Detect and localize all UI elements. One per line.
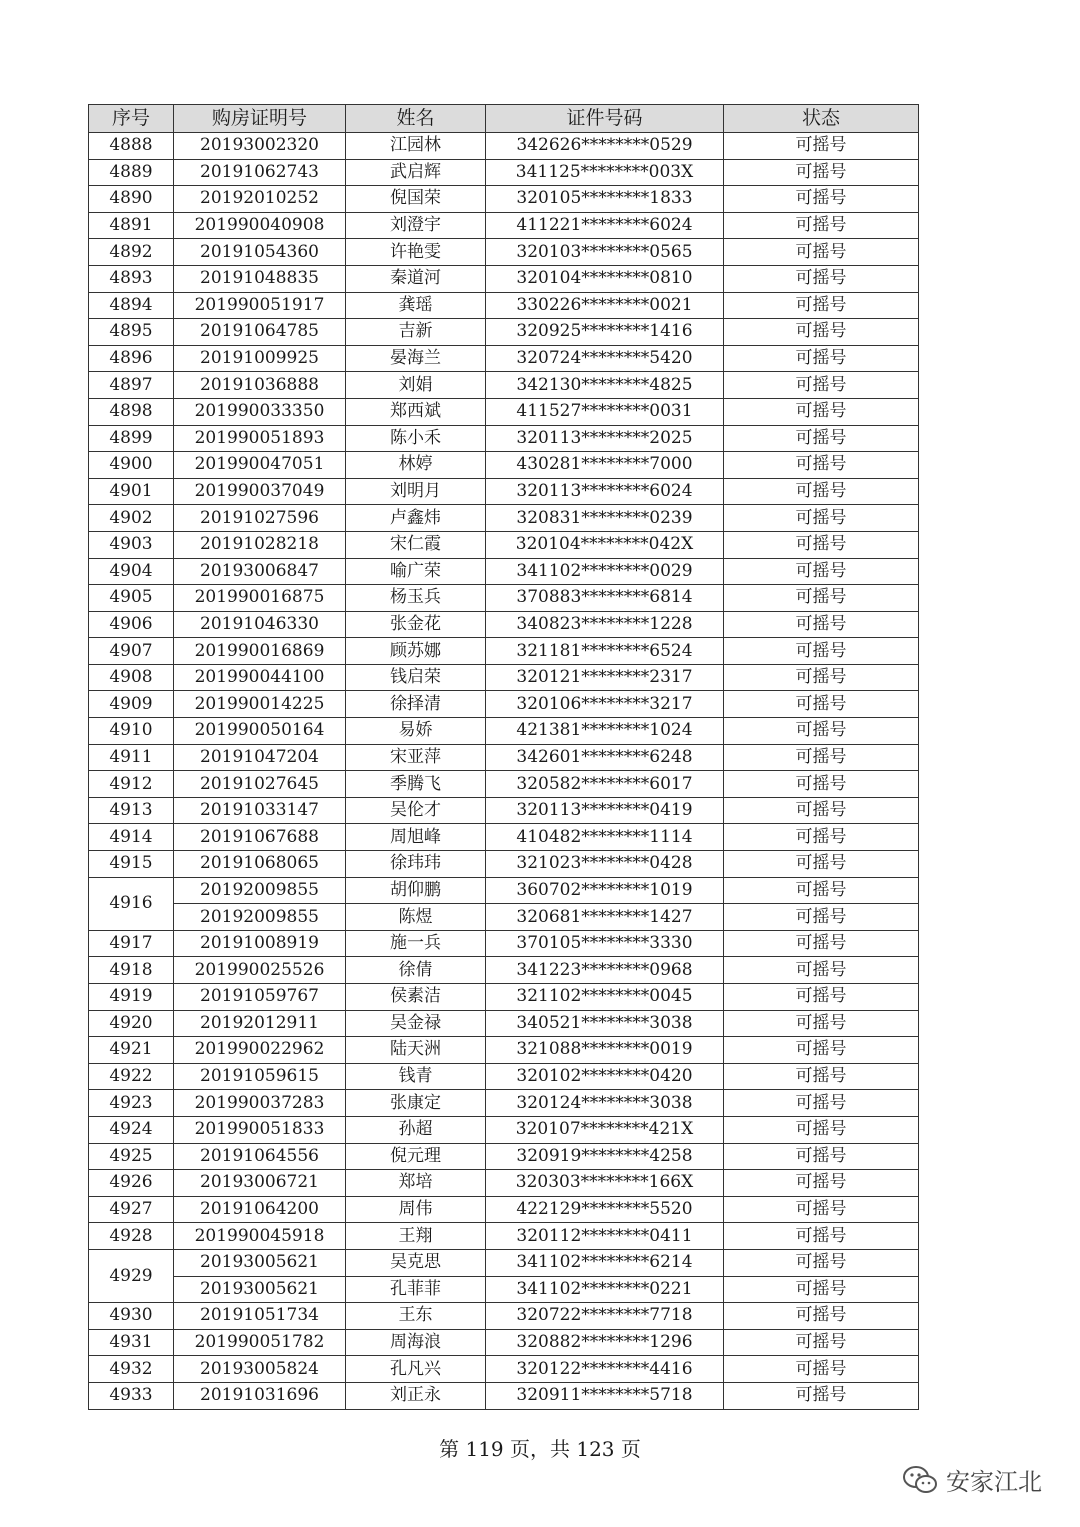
- cell-seq: 4889: [89, 159, 174, 186]
- cell-id-number: 320113********2025: [486, 425, 724, 452]
- cell-seq: 4916: [89, 877, 174, 930]
- cell-seq: 4922: [89, 1063, 174, 1090]
- cell-seq: 4920: [89, 1010, 174, 1037]
- cell-id-number: 320107********421X: [486, 1116, 724, 1143]
- cell-status: 可摇号: [724, 611, 919, 638]
- table-row: [89, 664, 919, 691]
- cell-id-number: 320303********166X: [486, 1170, 724, 1197]
- cell-name: 吴伦才: [346, 797, 486, 824]
- cell-id-number: 330226********0021: [486, 292, 724, 319]
- cell-id-number: 320882********1296: [486, 1329, 724, 1356]
- cell-name: 周海浪: [346, 1329, 486, 1356]
- cell-cert-number: 201990037283: [174, 1090, 346, 1117]
- cell-status: 可摇号: [724, 638, 919, 665]
- cell-status: 可摇号: [724, 1170, 919, 1197]
- cell-cert-number: 20191051734: [174, 1303, 346, 1330]
- cell-seq: 4902: [89, 505, 174, 532]
- table-row: [89, 771, 919, 798]
- table-row: [89, 319, 919, 346]
- cell-seq: 4893: [89, 265, 174, 292]
- cell-id-number: 421381********1024: [486, 718, 724, 745]
- cell-id-number: 320102********0420: [486, 1063, 724, 1090]
- cell-cert-number: 201990022962: [174, 1037, 346, 1064]
- lottery-list-table-container: [88, 104, 918, 1410]
- cell-cert-number: 201990016869: [174, 638, 346, 665]
- cell-id-number: 320104********0810: [486, 265, 724, 292]
- cell-cert-number: 20191062743: [174, 159, 346, 186]
- cell-seq: 4903: [89, 531, 174, 558]
- cell-status: 可摇号: [724, 1223, 919, 1250]
- cell-seq: 4930: [89, 1303, 174, 1330]
- cell-id-number: 321102********0045: [486, 984, 724, 1011]
- cell-cert-number: 20191064785: [174, 319, 346, 346]
- cell-id-number: 340521********3038: [486, 1010, 724, 1037]
- table-row: [89, 345, 919, 372]
- cell-id-number: 341102********6214: [486, 1249, 724, 1276]
- cell-cert-number: 201990014225: [174, 691, 346, 718]
- cell-status: 可摇号: [724, 1143, 919, 1170]
- cell-id-number: 320724********5420: [486, 345, 724, 372]
- table-row: [89, 159, 919, 186]
- cell-status: 可摇号: [724, 265, 919, 292]
- table-row: [89, 186, 919, 213]
- table-row: [89, 1276, 919, 1303]
- watermark: [902, 1462, 1042, 1497]
- cell-id-number: 320113********0419: [486, 797, 724, 824]
- table-row: [89, 478, 919, 505]
- cell-id-number: 320104********042X: [486, 531, 724, 558]
- cell-id-number: 320124********3038: [486, 1090, 724, 1117]
- table-row: [89, 851, 919, 878]
- cell-seq: 4891: [89, 212, 174, 239]
- cell-id-number: 320582********6017: [486, 771, 724, 798]
- cell-status: 可摇号: [724, 1196, 919, 1223]
- cell-status: 可摇号: [724, 425, 919, 452]
- table-header-row: [89, 105, 919, 133]
- cell-name: 秦道河: [346, 265, 486, 292]
- table-row: [89, 239, 919, 266]
- table-row: [89, 611, 919, 638]
- cell-name: 陆天洲: [346, 1037, 486, 1064]
- cell-status: 可摇号: [724, 292, 919, 319]
- cell-id-number: 430281********7000: [486, 452, 724, 479]
- cell-name: 张康定: [346, 1090, 486, 1117]
- cell-status: 可摇号: [724, 1249, 919, 1276]
- table-row: [89, 133, 919, 160]
- table-row: [89, 1037, 919, 1064]
- cell-seq: 4907: [89, 638, 174, 665]
- cell-cert-number: 201990044100: [174, 664, 346, 691]
- cell-id-number: 321181********6524: [486, 638, 724, 665]
- cell-cert-number: 201990025526: [174, 957, 346, 984]
- table-row: [89, 1116, 919, 1143]
- cell-name: 陈小禾: [346, 425, 486, 452]
- cell-cert-number: 20191027645: [174, 771, 346, 798]
- cell-cert-number: 201990033350: [174, 398, 346, 425]
- cell-id-number: 320681********1427: [486, 904, 724, 931]
- cell-seq: 4928: [89, 1223, 174, 1250]
- table-row: [89, 744, 919, 771]
- cell-name: 宋亚萍: [346, 744, 486, 771]
- cell-seq: 4911: [89, 744, 174, 771]
- cell-id-number: 320122********4416: [486, 1356, 724, 1383]
- cell-seq: 4906: [89, 611, 174, 638]
- cell-cert-number: 201990051917: [174, 292, 346, 319]
- cell-name: 季腾飞: [346, 771, 486, 798]
- cell-seq: 4932: [89, 1356, 174, 1383]
- cell-name: 徐玮玮: [346, 851, 486, 878]
- table-row: [89, 957, 919, 984]
- cell-name: 刘正永: [346, 1382, 486, 1409]
- cell-seq: 4925: [89, 1143, 174, 1170]
- cell-name: 喻广荣: [346, 558, 486, 585]
- cell-cert-number: 20193006847: [174, 558, 346, 585]
- cell-cert-number: 20192009855: [174, 877, 346, 904]
- watermark-text: 安家江北: [946, 1468, 1042, 1496]
- cell-seq: 4905: [89, 585, 174, 612]
- lottery-list-table: [88, 104, 919, 1410]
- table-row: [89, 824, 919, 851]
- table-row: [89, 1170, 919, 1197]
- cell-cert-number: 201990040908: [174, 212, 346, 239]
- cell-id-number: 342626********0529: [486, 133, 724, 160]
- cell-status: 可摇号: [724, 212, 919, 239]
- cell-status: 可摇号: [724, 930, 919, 957]
- cell-name: 顾苏娜: [346, 638, 486, 665]
- cell-status: 可摇号: [724, 957, 919, 984]
- cell-cert-number: 20191009925: [174, 345, 346, 372]
- cell-id-number: 320911********5718: [486, 1382, 724, 1409]
- cell-name: 吴克思: [346, 1249, 486, 1276]
- cell-cert-number: 20191031696: [174, 1382, 346, 1409]
- cell-status: 可摇号: [724, 531, 919, 558]
- cell-status: 可摇号: [724, 664, 919, 691]
- table-row: [89, 531, 919, 558]
- table-row: [89, 877, 919, 904]
- table-row: [89, 691, 919, 718]
- cell-status: 可摇号: [724, 1090, 919, 1117]
- cell-seq: 4921: [89, 1037, 174, 1064]
- cell-id-number: 341223********0968: [486, 957, 724, 984]
- cell-seq: 4904: [89, 558, 174, 585]
- header-cert-number: 购房证明号: [174, 105, 346, 133]
- table-row: [89, 1356, 919, 1383]
- cell-id-number: 341102********0029: [486, 558, 724, 585]
- table-row: [89, 292, 919, 319]
- cell-status: 可摇号: [724, 186, 919, 213]
- table-row: [89, 638, 919, 665]
- cell-seq: 4890: [89, 186, 174, 213]
- cell-cert-number: 20191033147: [174, 797, 346, 824]
- cell-name: 郑西斌: [346, 398, 486, 425]
- table-row: [89, 585, 919, 612]
- cell-status: 可摇号: [724, 239, 919, 266]
- cell-id-number: 320722********7718: [486, 1303, 724, 1330]
- cell-name: 周旭峰: [346, 824, 486, 851]
- cell-cert-number: 20193006721: [174, 1170, 346, 1197]
- cell-seq: 4900: [89, 452, 174, 479]
- cell-cert-number: 20191059615: [174, 1063, 346, 1090]
- cell-status: 可摇号: [724, 824, 919, 851]
- cell-name: 卢鑫炜: [346, 505, 486, 532]
- cell-name: 易娇: [346, 718, 486, 745]
- cell-cert-number: 20193005824: [174, 1356, 346, 1383]
- table-row: [89, 212, 919, 239]
- cell-seq: 4931: [89, 1329, 174, 1356]
- cell-seq: 4927: [89, 1196, 174, 1223]
- table-row: [89, 1090, 919, 1117]
- cell-status: 可摇号: [724, 691, 919, 718]
- table-row: [89, 1143, 919, 1170]
- page-number: 第 119 页，共 123 页: [439, 1437, 641, 1461]
- cell-status: 可摇号: [724, 478, 919, 505]
- cell-cert-number: 20191054360: [174, 239, 346, 266]
- cell-cert-number: 201990051833: [174, 1116, 346, 1143]
- table-row: [89, 505, 919, 532]
- cell-cert-number: 20191046330: [174, 611, 346, 638]
- cell-cert-number: 20191008919: [174, 930, 346, 957]
- table-row: [89, 372, 919, 399]
- cell-cert-number: 20192009855: [174, 904, 346, 931]
- cell-id-number: 321088********0019: [486, 1037, 724, 1064]
- cell-status: 可摇号: [724, 133, 919, 160]
- cell-seq: 4924: [89, 1116, 174, 1143]
- cell-status: 可摇号: [724, 1382, 919, 1409]
- cell-seq: 4929: [89, 1249, 174, 1302]
- table-row: [89, 1063, 919, 1090]
- cell-cert-number: 20191048835: [174, 265, 346, 292]
- cell-seq: 4933: [89, 1382, 174, 1409]
- cell-status: 可摇号: [724, 452, 919, 479]
- cell-status: 可摇号: [724, 1329, 919, 1356]
- cell-cert-number: 201990016875: [174, 585, 346, 612]
- table-row: [89, 984, 919, 1011]
- cell-name: 胡仰鹏: [346, 877, 486, 904]
- cell-seq: 4913: [89, 797, 174, 824]
- cell-name: 郑培: [346, 1170, 486, 1197]
- cell-status: 可摇号: [724, 1356, 919, 1383]
- cell-name: 孔菲菲: [346, 1276, 486, 1303]
- cell-id-number: 342601********6248: [486, 744, 724, 771]
- cell-name: 吉新: [346, 319, 486, 346]
- cell-cert-number: 20193005621: [174, 1249, 346, 1276]
- cell-name: 徐择清: [346, 691, 486, 718]
- cell-status: 可摇号: [724, 372, 919, 399]
- cell-id-number: 340823********1228: [486, 611, 724, 638]
- cell-status: 可摇号: [724, 771, 919, 798]
- cell-seq: 4919: [89, 984, 174, 1011]
- cell-id-number: 321023********0428: [486, 851, 724, 878]
- cell-name: 林婷: [346, 452, 486, 479]
- cell-cert-number: 20193005621: [174, 1276, 346, 1303]
- table-row: [89, 904, 919, 931]
- cell-name: 徐倩: [346, 957, 486, 984]
- table-row: [89, 1010, 919, 1037]
- cell-id-number: 411527********0031: [486, 398, 724, 425]
- table-row: [89, 718, 919, 745]
- cell-name: 倪国荣: [346, 186, 486, 213]
- cell-cert-number: 20191064200: [174, 1196, 346, 1223]
- cell-cert-number: 20191067688: [174, 824, 346, 851]
- cell-name: 刘澄宇: [346, 212, 486, 239]
- cell-id-number: 320919********4258: [486, 1143, 724, 1170]
- cell-cert-number: 20191036888: [174, 372, 346, 399]
- cell-status: 可摇号: [724, 851, 919, 878]
- cell-seq: 4895: [89, 319, 174, 346]
- cell-status: 可摇号: [724, 558, 919, 585]
- cell-seq: 4898: [89, 398, 174, 425]
- cell-seq: 4892: [89, 239, 174, 266]
- cell-name: 王翔: [346, 1223, 486, 1250]
- table-row: [89, 1329, 919, 1356]
- table-row: [89, 398, 919, 425]
- cell-cert-number: 20191068065: [174, 851, 346, 878]
- cell-seq: 4917: [89, 930, 174, 957]
- cell-name: 张金花: [346, 611, 486, 638]
- cell-name: 周伟: [346, 1196, 486, 1223]
- cell-id-number: 411221********6024: [486, 212, 724, 239]
- cell-id-number: 320925********1416: [486, 319, 724, 346]
- table-row: [89, 1249, 919, 1276]
- cell-id-number: 320113********6024: [486, 478, 724, 505]
- cell-seq: 4918: [89, 957, 174, 984]
- cell-id-number: 320831********0239: [486, 505, 724, 532]
- wechat-icon: [902, 1465, 938, 1495]
- cell-status: 可摇号: [724, 319, 919, 346]
- header-name: 姓名: [346, 105, 486, 133]
- cell-name: 陈煜: [346, 904, 486, 931]
- cell-id-number: 320106********3217: [486, 691, 724, 718]
- table-row: [89, 265, 919, 292]
- cell-status: 可摇号: [724, 345, 919, 372]
- cell-id-number: 320112********0411: [486, 1223, 724, 1250]
- cell-name: 刘娟: [346, 372, 486, 399]
- table-row: [89, 1196, 919, 1223]
- cell-name: 王东: [346, 1303, 486, 1330]
- cell-id-number: 341102********0221: [486, 1276, 724, 1303]
- cell-name: 刘明月: [346, 478, 486, 505]
- cell-seq: 4910: [89, 718, 174, 745]
- cell-cert-number: 201990047051: [174, 452, 346, 479]
- cell-id-number: 320121********2317: [486, 664, 724, 691]
- cell-name: 施一兵: [346, 930, 486, 957]
- cell-seq: 4908: [89, 664, 174, 691]
- cell-status: 可摇号: [724, 744, 919, 771]
- cell-id-number: 360702********1019: [486, 877, 724, 904]
- cell-cert-number: 20191064556: [174, 1143, 346, 1170]
- cell-name: 武启辉: [346, 159, 486, 186]
- cell-id-number: 341125********003X: [486, 159, 724, 186]
- table-row: [89, 425, 919, 452]
- cell-seq: 4897: [89, 372, 174, 399]
- cell-status: 可摇号: [724, 1116, 919, 1143]
- cell-id-number: 370883********6814: [486, 585, 724, 612]
- cell-cert-number: 201990051782: [174, 1329, 346, 1356]
- cell-name: 杨玉兵: [346, 585, 486, 612]
- cell-cert-number: 201990045918: [174, 1223, 346, 1250]
- cell-id-number: 370105********3330: [486, 930, 724, 957]
- cell-name: 吴金禄: [346, 1010, 486, 1037]
- cell-name: 倪元理: [346, 1143, 486, 1170]
- table-row: [89, 930, 919, 957]
- cell-status: 可摇号: [724, 1010, 919, 1037]
- cell-name: 钱青: [346, 1063, 486, 1090]
- cell-seq: 4894: [89, 292, 174, 319]
- header-status: 状态: [724, 105, 919, 133]
- cell-cert-number: 20191027596: [174, 505, 346, 532]
- cell-id-number: 320105********1833: [486, 186, 724, 213]
- cell-status: 可摇号: [724, 1037, 919, 1064]
- cell-status: 可摇号: [724, 904, 919, 931]
- table-row: [89, 452, 919, 479]
- cell-cert-number: 20192012911: [174, 1010, 346, 1037]
- cell-id-number: 342130********4825: [486, 372, 724, 399]
- cell-seq: 4923: [89, 1090, 174, 1117]
- cell-name: 钱启荣: [346, 664, 486, 691]
- cell-cert-number: 20193002320: [174, 133, 346, 160]
- cell-status: 可摇号: [724, 1276, 919, 1303]
- cell-name: 宋仁霞: [346, 531, 486, 558]
- table-row: [89, 797, 919, 824]
- cell-status: 可摇号: [724, 877, 919, 904]
- cell-seq: 4909: [89, 691, 174, 718]
- cell-seq: 4915: [89, 851, 174, 878]
- header-id-number: 证件号码: [486, 105, 724, 133]
- cell-seq: 4899: [89, 425, 174, 452]
- table-row: [89, 1303, 919, 1330]
- cell-status: 可摇号: [724, 984, 919, 1011]
- cell-cert-number: 20191028218: [174, 531, 346, 558]
- cell-name: 龚瑶: [346, 292, 486, 319]
- cell-status: 可摇号: [724, 398, 919, 425]
- table-body: [89, 133, 919, 1410]
- cell-name: 晏海兰: [346, 345, 486, 372]
- cell-name: 许艳雯: [346, 239, 486, 266]
- cell-name: 侯素洁: [346, 984, 486, 1011]
- table-row: [89, 1382, 919, 1409]
- cell-seq: 4926: [89, 1170, 174, 1197]
- cell-seq: 4896: [89, 345, 174, 372]
- cell-seq: 4914: [89, 824, 174, 851]
- cell-seq: 4901: [89, 478, 174, 505]
- cell-name: 江园林: [346, 133, 486, 160]
- cell-status: 可摇号: [724, 797, 919, 824]
- cell-status: 可摇号: [724, 718, 919, 745]
- cell-cert-number: 20191047204: [174, 744, 346, 771]
- cell-seq: 4888: [89, 133, 174, 160]
- cell-status: 可摇号: [724, 1303, 919, 1330]
- table-row: [89, 558, 919, 585]
- cell-id-number: 410482********1114: [486, 824, 724, 851]
- cell-id-number: 320103********0565: [486, 239, 724, 266]
- cell-id-number: 422129********5520: [486, 1196, 724, 1223]
- table-row: [89, 1223, 919, 1250]
- cell-cert-number: 201990050164: [174, 718, 346, 745]
- cell-seq: 4912: [89, 771, 174, 798]
- cell-name: 孙超: [346, 1116, 486, 1143]
- cell-status: 可摇号: [724, 585, 919, 612]
- cell-cert-number: 201990037049: [174, 478, 346, 505]
- cell-status: 可摇号: [724, 1063, 919, 1090]
- cell-status: 可摇号: [724, 505, 919, 532]
- cell-name: 孔凡兴: [346, 1356, 486, 1383]
- header-seq: 序号: [89, 105, 174, 133]
- cell-cert-number: 201990051893: [174, 425, 346, 452]
- cell-cert-number: 20192010252: [174, 186, 346, 213]
- cell-status: 可摇号: [724, 159, 919, 186]
- cell-cert-number: 20191059767: [174, 984, 346, 1011]
